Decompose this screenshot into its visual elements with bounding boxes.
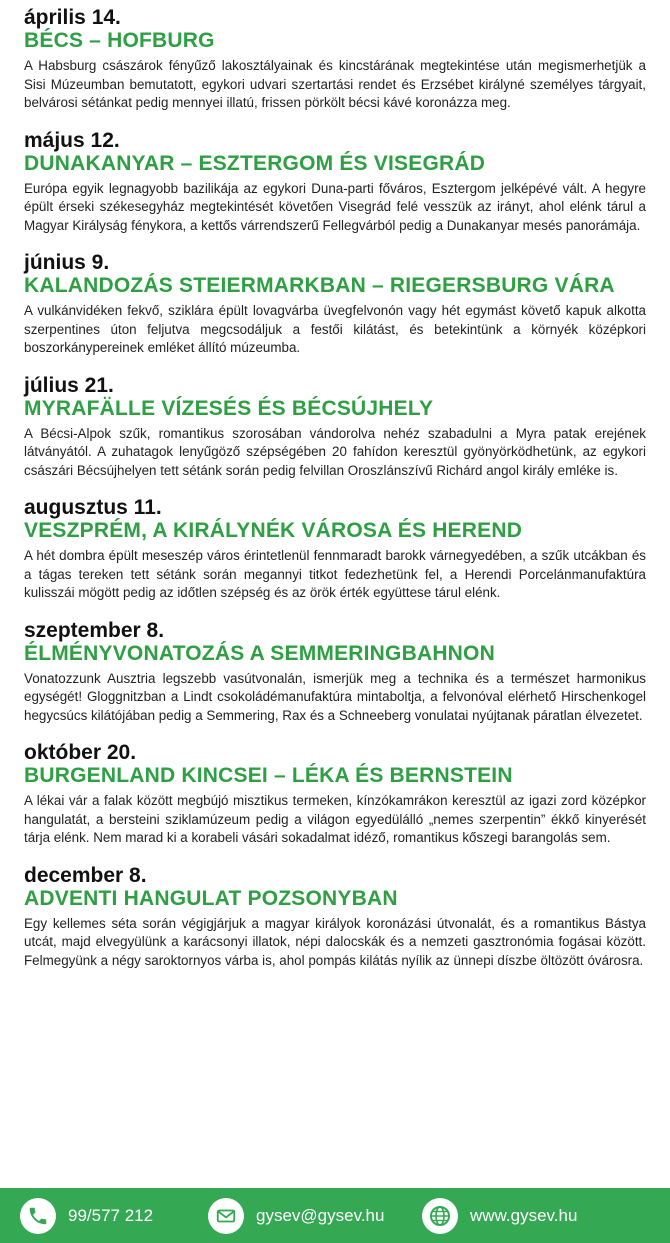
event-date: december 8. bbox=[24, 863, 147, 887]
email-address: gysev@gysev.hu bbox=[256, 1205, 385, 1225]
phone-number: 99/577 212 bbox=[68, 1205, 154, 1225]
event-description: Vonatozzunk Ausztria legszebb vasútvonalán, ismerjük meg a technika és a természet harmonikus egységét! Gloggnitzban a Lindt csokoládémanufaktúra mintaboltja, a felvonóval elérhető Hirschenkogel hegycsúcs kilátójában pedig a Semmering, Rax és a Schneeberg vonulatai nyújtanak páratlan élvezetet. bbox=[24, 670, 646, 723]
event-description: Egy kellemes séta során végigjárjuk a magyar királyok koronázási útvonalát, és a romantikus Bástya utcát, majd elvegyülünk a karácsonyi illatok, népi dalocskák és a nemzeti gasztronómia fogásai között. Felmegyünk a négy saroktornyos várba is, ahol pompás kilátás nyílik az ünnepi díszbe öltözött óvárosra. bbox=[24, 915, 646, 968]
event-title: VESZPRÉM, A KIRÁLYNÉK VÁROSA ÉS HEREND bbox=[24, 519, 523, 542]
event-item bbox=[24, 741, 646, 848]
event-description: Európa egyik legnagyobb bazilikája az egykori Duna-parti főváros, Esztergom jelképévé vált. A hegyre épült érseki székesegyház megtekintését követően Visegrád felé vesszük az irányt, ahol elénk tárul a Magyar Királyság fénykora, a kettős várrendszerű Fellegvárból pedig a Dunakanyar mesés panorámája. bbox=[24, 180, 646, 233]
event-description: A hét dombra épült meseszép város érintetlenül fennmaradt barokk várnegyedében, a szűk utcákban és a tágas tereken tett sétánk során megannyi titkot fedezhetünk fel, a Herendi Porcelánmanufaktúra kulisszái mögött pedig az időtlen szépség és az örök érték együttese tárul elénk. bbox=[24, 548, 646, 600]
event-date: május 12. bbox=[24, 128, 120, 152]
phone-contact[interactable] bbox=[20, 1188, 153, 1243]
event-title: BURGENLAND KINCSEI – LÉKA ÉS BERNSTEIN bbox=[24, 764, 513, 787]
event-item bbox=[24, 251, 646, 358]
event-description: A Habsburg császárok fényűző lakosztályainak és kincstárának megtekintése után megismerhetjük a Sisi Múzeumban bemutatott, egykori udvari szertartási rendet és Erzsébet királyné személyes tárgyait, belvárosi sétánkat pedig mennyei illatú, frissen pörkölt bécsi kávé koronázza meg. bbox=[24, 58, 646, 110]
envelope-icon bbox=[208, 1198, 244, 1234]
contact-footer bbox=[0, 1188, 670, 1243]
event-title: MYRAFÄLLE VÍZESÉS ÉS BÉCSÚJHELY bbox=[24, 396, 434, 420]
event-title: ADVENTI HANGULAT POZSONYBAN bbox=[24, 886, 398, 910]
event-item bbox=[24, 496, 646, 603]
globe-icon bbox=[422, 1198, 458, 1234]
event-title: BÉCS – HOFBURG bbox=[24, 29, 215, 52]
event-description: A lékai vár a falak között megbújó misztikus termeken, kínzókamrákon keresztül az igazi zord középkor hangulatát, a bersteini sziklamúzeum pedig a világon egyedülálló „nemes szerpentin” ékkő kinyerését tárja elénk. Nem marad ki a korabeli vásári sokadalmat idéző, romantikus kőszegi barangolás sem. bbox=[24, 793, 646, 845]
event-title: DUNAKANYAR – ESZTERGOM ÉS VISEGRÁD bbox=[24, 151, 486, 175]
web-contact[interactable] bbox=[422, 1188, 577, 1243]
website-url: www.gysev.hu bbox=[470, 1205, 578, 1225]
event-date: augusztus 11. bbox=[24, 496, 162, 519]
event-item bbox=[24, 129, 646, 236]
event-item bbox=[24, 619, 646, 726]
event-date: június 9. bbox=[24, 251, 110, 274]
event-description: A Bécsi-Alpok szűk, romantikus szorosában vándorolva nehéz szabadulni a Myra patak erejének látványától. A zuhatagok lenyűgöző szépségében 20 fahídon keresztül gyönyörködhetünk, az egykori császári Bécsújhelyen tett sétánk során pedig felvillan Oroszlánszívű Richárd angol király emléke is. bbox=[24, 425, 646, 478]
event-item bbox=[24, 374, 646, 481]
event-item bbox=[24, 6, 646, 113]
phone-icon bbox=[20, 1198, 56, 1234]
event-date: szeptember 8. bbox=[24, 618, 165, 642]
event-title: KALANDOZÁS STEIERMARKBAN – RIEGERSBURG VÁRA bbox=[24, 274, 615, 297]
event-item bbox=[24, 864, 646, 971]
event-list bbox=[24, 6, 646, 986]
event-date: október 20. bbox=[24, 741, 137, 764]
event-date: április 14. bbox=[24, 6, 121, 29]
event-date: július 21. bbox=[24, 373, 114, 397]
email-contact[interactable] bbox=[208, 1188, 384, 1243]
event-title: ÉLMÉNYVONATOZÁS A SEMMERINGBAHNON bbox=[24, 641, 495, 665]
event-description: A vulkánvidéken fekvő, sziklára épült lovagvárba üvegfelvonón vagy hét egymást követő kapuk alkotta szerpentines úton feljutva megcsodáljuk a festői kilátást, és betekintünk a környék középkori boszorkánypereinek emléket állító múzeumba. bbox=[24, 303, 646, 355]
